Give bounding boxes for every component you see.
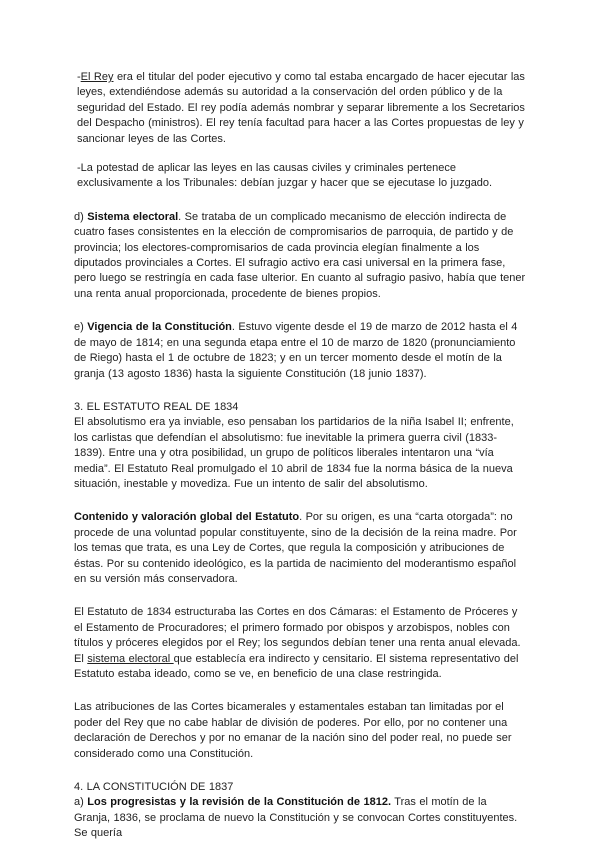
paragraph-estructura-cortes — [74, 605, 526, 682]
paragraph-estatuto-intro: El absolutismo era ya inviable, eso pensaban los partidarios de la niña Isabel II; enfrente, los carlistas que defendían el absolutismo: fue inevitable la primera guerra civil (1833-1839). Entre una y otra posibilidad, un grupo de políticos liberales intentaron una “vía media”. El Estatuto Real promulgado el 10 abril de 1834 fue la norma básica de la nueva situación, inestable y movediza. Fue un intento de salir del absolutismo. — [74, 416, 514, 490]
paragraph-tribunales: -La potestad de aplicar las leyes en las causas civiles y criminales pertenece exclusivamente a los Tribunales: debían juzgar y hacer que se ejecutase lo juzgado. — [77, 162, 493, 190]
paragraph-estructura-cortes-text: El Estatuto de 1834 estructuraba las Cortes en dos Cámaras: el Estamento de Próceres y el Estamento de Procuradores; el primero formado por obispos y arzobispos, nobles con títulos y próceres elegidos por el Rey; los segundos debían tener una renta anual elevada. El — [74, 606, 521, 665]
sistema-electoral-link[interactable]: sistema electoral — [87, 652, 174, 665]
section-heading-constitucion-1837: 4. LA CONSTITUCIÓN DE 1837 — [74, 781, 234, 794]
section-heading-estatuto-real: 3. EL ESTATUTO REAL DE 1834 — [74, 400, 239, 413]
paragraph-estructura-cortes-text-end: que establecía era indirecto y censitario. El sistema representativo del Estatuto estaba ideado, como se ve, en beneficio de una clase restringida. — [74, 652, 519, 680]
list-dash: - — [77, 71, 81, 83]
heading-vigencia: Vigencia de la Constitución — [87, 321, 232, 334]
document-page — [74, 70, 526, 842]
rey-link[interactable]: El Rey — [80, 71, 114, 83]
paragraph-contenido-estatuto — [74, 510, 526, 587]
paragraph-progresistas-text: Tras el motín de la Granja, 1836, se proclama de nuevo la Constitución y se convocan Cortes constituyentes. Se quería — [74, 796, 518, 840]
paragraph-rey-text: era el titular del poder ejecutivo y como tal estaba encargado de hacer ejecutar las leyes, extendiéndose además su autoridad a la conservación del orden público y de la seguridad del Estado. El rey podía además nombrar y separar libremente a los Secretarios del Despacho (ministros). El rey tenía facultad para hacer a las Cortes propuestas de ley y sancionar leyes de las Cortes. — [77, 71, 525, 145]
item-letter-a: a) — [74, 796, 88, 809]
paragraph-contenido-estatuto-text: . Por su origen, es una “carta otorgada”: no procede de una voluntad popular constituyente, sino de la decisión de la reina madre. Por los temas que trata, es una Ley de Cortes, que regula la composición y atribuciones de éstas. Por su contenido ideológico, es la partida de nacimiento del moderantismo español en su versión más conservadora. — [74, 511, 517, 585]
item-letter-d: d) — [74, 210, 88, 223]
paragraph-vigencia — [74, 320, 526, 382]
paragraph-sistema-electoral — [74, 210, 526, 302]
heading-sistema-electoral: Sistema electoral — [87, 210, 179, 223]
item-letter-e: e) — [74, 321, 88, 334]
paragraph-atribuciones: Las atribuciones de las Cortes bicamerales y estamentales estaban tan limitadas por el poder del Rey que no cabe hablar de división de poderes. Por ello, por no contener una declaración de Derechos y por no emanar de la nación sino del poder real, no puede ser considerado como una Constitución. — [74, 701, 512, 760]
heading-progresistas: Los progresistas y la revisión de la Constitución de 1812. — [87, 796, 392, 809]
heading-contenido-estatuto: Contenido y valoración global del Estatuto — [74, 511, 300, 524]
paragraph-progresistas — [74, 795, 526, 841]
paragraph-sistema-electoral-text: . Se trataba de un complicado mecanismo de elección indirecta de cuatro fases consistentes en la elección de compromisarios de parroquia, de partido y de provincia; los electores-compromisarios de cada provincia elegían finalmente a los diputados provinciales a Cortes. El sufragio activo era casi universal en la primera fase, pero luego se restringía en cada fase ulterior. En cuanto al sufragio pasivo, había que tener una renta anual proporcionada, procedente de bienes propios. — [74, 210, 526, 300]
paragraph-rey — [74, 70, 526, 147]
paragraph-vigencia-text: . Estuvo vigente desde el 19 de marzo de 2012 hasta el 4 de mayo de 1814; en una segunda etapa entre el 10 de marzo de 1820 (pronunciamiento de Riego) hasta el 1 de octubre de 1823; y en un tercer momento desde el motín de la granja (13 agosto 1836) hasta la siguiente Constitución (18 junio 1837). — [74, 321, 518, 380]
